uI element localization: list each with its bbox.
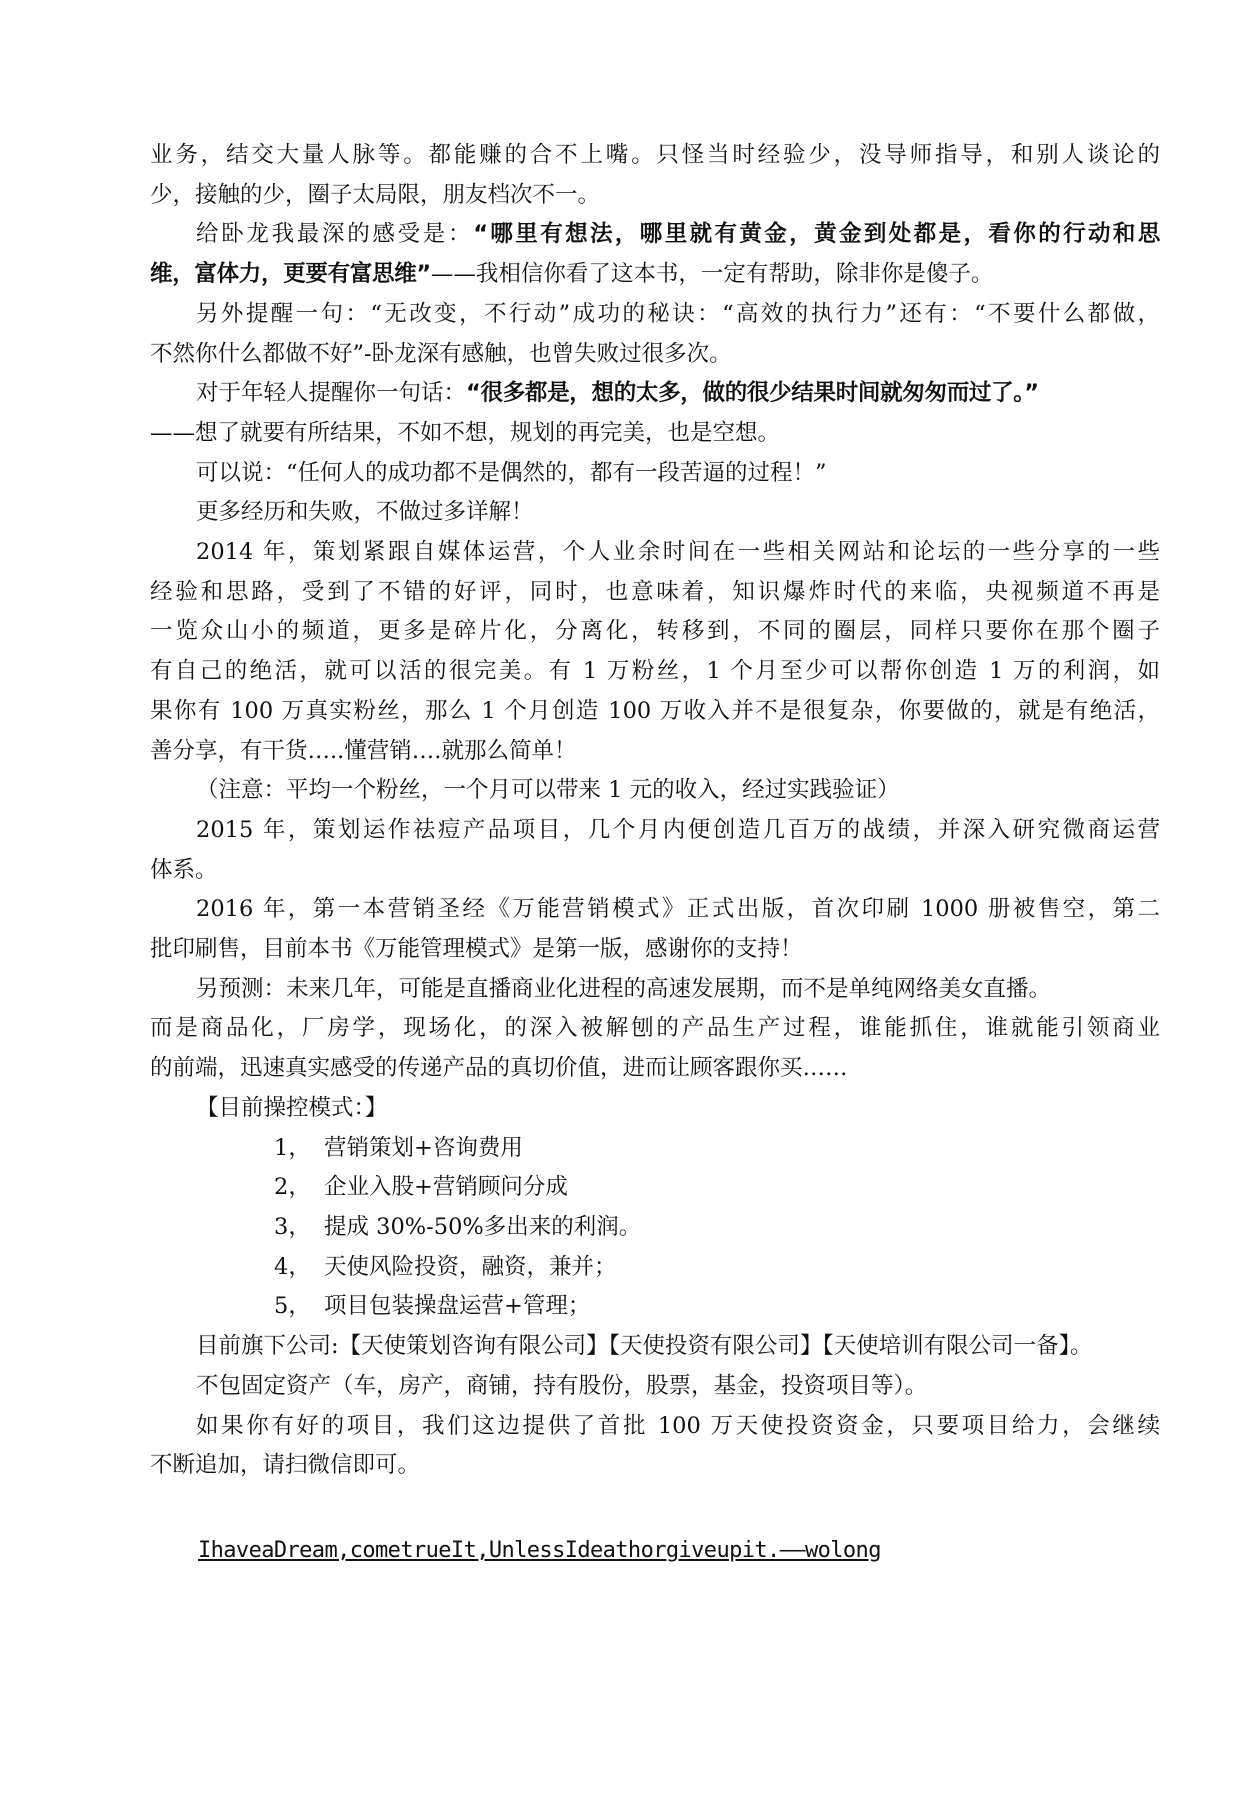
list-text: 营销策划+咨询费用 [324, 1134, 523, 1161]
text-line: 2014 年，策划紧跟自媒体运营，个人业余时间在一些相关网站和论坛的一些分享的一些 [196, 539, 1160, 566]
text-line: 体系。 [150, 856, 218, 883]
paragraph-2 [150, 215, 1160, 294]
section-heading: 【目前操控模式：】 [196, 1094, 388, 1121]
text-line: 批印刷售，目前本书《万能管理模式》是第一版，感谢你的支持！ [150, 936, 803, 963]
list-item [150, 1208, 1160, 1248]
text-line: 更多经历和失败，不做过多详解！ [196, 499, 534, 526]
list-item [150, 1248, 1160, 1288]
text-line: ——想了就要有所结果，不如不想，规划的再完美，也是空想。 [150, 419, 781, 446]
list-number: 2， [274, 1174, 311, 1201]
list-item [150, 1129, 1160, 1169]
paragraph-11 [150, 970, 1160, 1089]
list-text: 天使风险投资，融资，兼并； [324, 1253, 617, 1280]
text-line: 如果你有好的项目，我们这边提供了首批 100 万天使投资资金，只要项目给力，会继续 [196, 1412, 1160, 1439]
text-line [150, 374, 1160, 414]
text-line: 业务，结交大量人脉等。都能赚的合不上嘴。只怪当时经验少，没导师指导，和别人谈论的 [150, 142, 1160, 168]
closing-paragraph-2 [150, 1367, 1160, 1407]
list-number: 5， [274, 1293, 311, 1320]
list-number: 1， [274, 1134, 311, 1161]
text-span: 给卧龙我最深的感受是： [196, 221, 474, 248]
list-item [150, 1168, 1160, 1208]
paragraph-5 [150, 454, 1160, 494]
paragraph-6 [150, 493, 1160, 533]
list-number: 4， [274, 1253, 311, 1280]
list-text: 企业入股+营销顾问分成 [324, 1174, 568, 1201]
text-line [150, 255, 1160, 295]
signature-motto: IhaveaDream,cometrueIt,UnlessIdeathorgiveupit.——wolong [198, 1538, 881, 1563]
text-line: 2016 年，第一本营销圣经《万能营销模式》正式出版，首次印刷 1000 册被售空，第二 [196, 896, 1160, 923]
paragraph-7 [150, 533, 1160, 771]
closing-paragraph-3 [150, 1407, 1160, 1486]
text-line: 一览众山小的频道，更多是碎片化，分离化，转移到，不同的圈层，同样只要你在那个圈子 [150, 618, 1160, 645]
text-span: 对于年轻人提醒你一句话： [196, 380, 467, 407]
text-line: 少，接触的少，圈子太局限，朋友档次不一。 [150, 181, 601, 208]
text-line: 善分享，有干货…..懂营销….就那么简单！ [150, 737, 577, 764]
document-body [150, 136, 1160, 1486]
paragraph-9 [150, 811, 1160, 890]
text-line [150, 215, 1160, 255]
bold-quote: “哪里有想法，哪里就有黄金，黄金到处都是，看你的行动和思 [473, 221, 1160, 248]
paragraph-12 [150, 1089, 1160, 1129]
text-span: ——我相信你看了这本书，一定有帮助，除非你是傻子。 [430, 261, 994, 288]
text-line: 的前端，迅速真实感受的传递产品的真切价值，进而让顾客跟你买…… [150, 1055, 848, 1082]
paragraph-1 [150, 136, 1160, 215]
text-line: （注意：平均一个粉丝，一个月可以带来 1 元的收入，经过实践验证） [196, 777, 900, 804]
paragraph-4 [150, 374, 1160, 453]
list-number: 3， [274, 1213, 311, 1240]
list-text: 提成 30%-50%多出来的利润。 [324, 1213, 642, 1240]
text-line: 果你有 100 万真实粉丝，那么 1 个月创造 100 万收入并不是很复杂，你要做的，就是有绝活， [150, 697, 1160, 724]
text-line: 经验和思路，受到了不错的好评，同时，也意味着，知识爆炸时代的来临，央视频道不再是 [150, 578, 1160, 605]
mode-list [150, 1129, 1160, 1328]
text-line: 有自己的绝活，就可以活的很完美。有 1 万粉丝，1 个月至少可以帮你创造 1 万的利润，如 [150, 658, 1160, 685]
text-line: 不包固定资产（车，房产，商铺，持有股份，股票，基金，投资项目等）。 [196, 1372, 928, 1399]
text-line: 2015 年，策划运作祛痘产品项目，几个月内便创造几百万的战绩，并深入研究微商运营 [196, 816, 1160, 843]
text-line: 可以说：“任何人的成功都不是偶然的，都有一段苦逼的过程！” [196, 459, 827, 486]
bold-quote: “很多都是，想的太多，做的很少结果时间就匆匆而过了。” [466, 380, 1039, 407]
text-line: 另预测：未来几年，可能是直播商业化进程的高速发展期，而不是单纯网络美女直播。 [196, 975, 1052, 1002]
bold-quote: 维，富体力，更要有富思维” [150, 261, 431, 288]
text-line: 目前旗下公司:【天使策划咨询有限公司】【天使投资有限公司】【天使培训有限公司一备】。 [196, 1333, 1093, 1360]
text-line: 而是商品化，厂房学，现场化，的深入被解刨的产品生产过程，谁能抓住，谁就能引领商业 [150, 1015, 1160, 1042]
text-line: 不然你什么都做不好”-卧龙深有感触，也曾失败过很多次。 [150, 340, 732, 367]
paragraph-10 [150, 890, 1160, 969]
closing-paragraph-1 [150, 1327, 1160, 1367]
text-line: 另外提醒一句：“无改变，不行动”成功的秘诀：“高效的执行力”还有：“不要什么都做， [196, 300, 1160, 327]
list-text: 项目包装操盘运营+管理； [324, 1293, 591, 1320]
paragraph-8 [150, 771, 1160, 811]
list-item [150, 1287, 1160, 1327]
text-line: 不断追加，请扫微信即可。 [150, 1452, 421, 1479]
paragraph-3 [150, 295, 1160, 374]
